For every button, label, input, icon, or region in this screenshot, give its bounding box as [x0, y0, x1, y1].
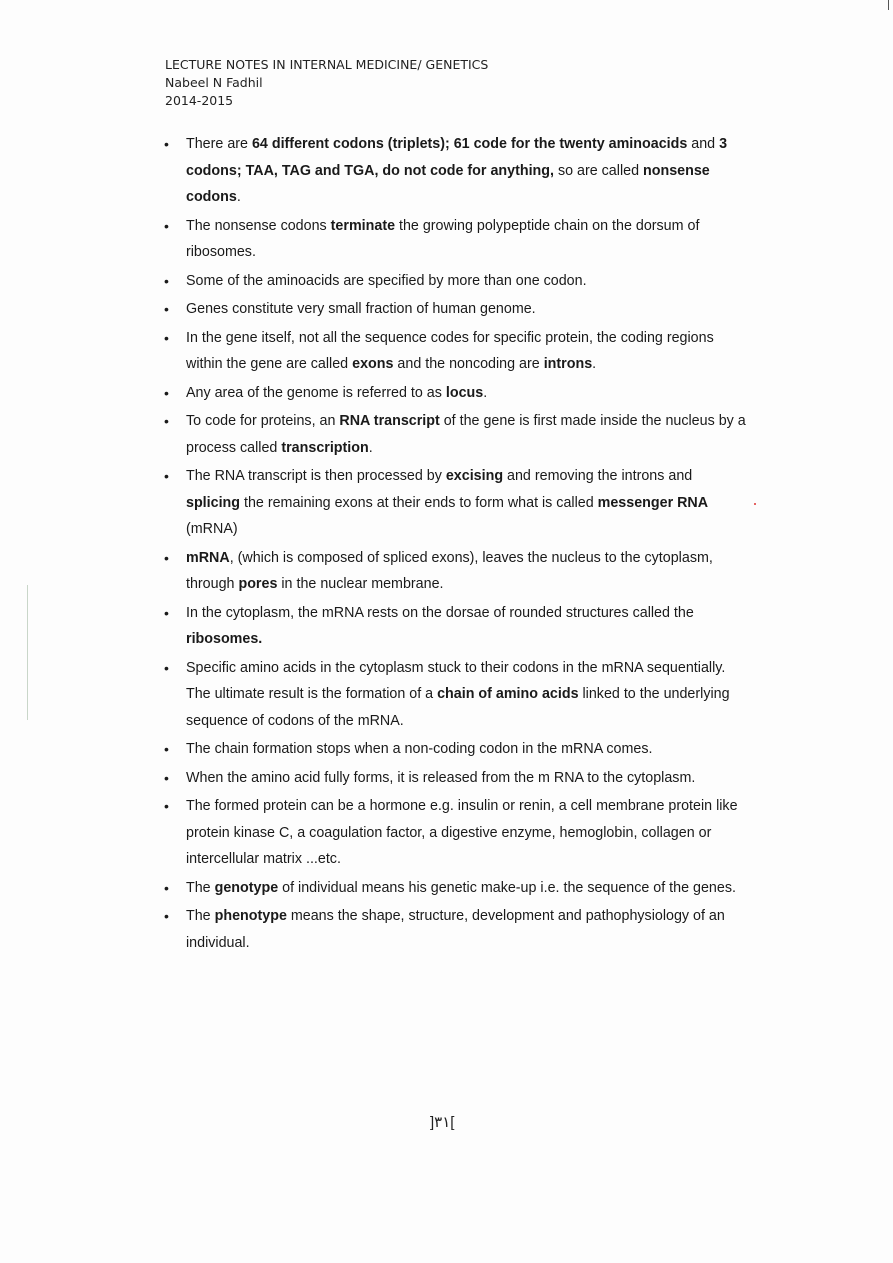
text-run: the growing polypeptide chain on the dorsum of ribosomes. [186, 217, 700, 260]
text-run: Specific amino acids in the cytoplasm stuck to their codons in the mRNA sequentially. The ultimate result is the formation of a [186, 659, 726, 702]
text-run: and the noncoding are [393, 356, 544, 372]
bullet-item [150, 903, 750, 956]
text-run: . [368, 439, 373, 456]
page-number: ]٣١[ [430, 1114, 455, 1131]
text-run: The nonsense codons [186, 217, 331, 234]
text-run: The [186, 908, 215, 924]
bullet-item [150, 655, 750, 735]
bullet-list [150, 131, 750, 958]
bold-text: RNA transcript [339, 413, 440, 429]
text-run: The [186, 879, 215, 896]
text-run: means the shape, structure, development and pathophysiology of an individual. [186, 908, 725, 951]
text-run: Any area of the genome is referred to as [186, 384, 446, 401]
bold-text: splicing [186, 494, 241, 511]
text-run: Genes constitute very small fraction of human genome. [186, 301, 536, 317]
text-run: To code for proteins, an [186, 413, 340, 429]
bold-text: locus [445, 384, 484, 401]
bullet-item [150, 736, 750, 763]
text-run: in the nuclear membrane. [277, 576, 444, 592]
bold-text: transcription [281, 439, 369, 456]
text-run: In the cytoplasm, the mRNA rests on the dorsae of rounded structures called the [186, 604, 694, 621]
text-run: There are [186, 136, 252, 152]
bullet-item [150, 325, 750, 378]
document-header [165, 56, 488, 110]
bullet-item [150, 380, 750, 407]
scan-edge-mark [888, 0, 889, 10]
text-run: the remaining exons at their ends to form what is called [240, 494, 598, 511]
bullet-item [150, 131, 750, 211]
text-run: linked to the underlying sequence of codons of the mRNA. [186, 686, 730, 729]
header-author: Nabeel N Fadhil [165, 75, 263, 90]
bold-text: ribosomes. [186, 631, 263, 647]
bold-text: nonsense codons [186, 162, 710, 205]
text-run: Some of the aminoacids are specified by more than one codon. [186, 272, 587, 289]
text-run: When the amino acid fully forms, it is released from the m RNA to the cytoplasm. [186, 769, 696, 786]
text-run: The chain formation stops when a non-coding codon in the mRNA comes. [186, 741, 653, 757]
text-run: . [592, 356, 597, 372]
text-run: The RNA transcript is then processed by [186, 468, 446, 484]
bold-text: pores [238, 576, 278, 592]
text-run: and [687, 136, 720, 152]
bullet-item [150, 463, 750, 543]
text-run: (mRNA) [186, 521, 238, 537]
text-run: The formed protein can be a hormone e.g. insulin or renin, a cell membrane protein like protein kinase C, a coagulation factor, a digestive enzyme, hemoglobin, collagen or intercellular matrix ...etc. [186, 798, 738, 867]
bold-text: chain of amino acids [437, 686, 579, 702]
scan-artifact-dot [754, 503, 756, 505]
text-run: In the gene itself, not all the sequence codes for specific protein, the coding regions within the gene are called [186, 329, 714, 372]
bullet-item [150, 793, 750, 873]
bold-text: mRNA [186, 549, 230, 566]
bold-text: exons [352, 356, 394, 372]
bullet-item [150, 268, 750, 295]
text-run: of the gene is first made inside the nucleus by a process called [186, 413, 746, 456]
bullet-item [150, 296, 750, 323]
text-run: so are called [553, 162, 643, 179]
bold-text: terminate [330, 217, 396, 234]
bold-text: introns [543, 356, 593, 372]
bullet-item [150, 545, 750, 598]
text-run: . [483, 384, 488, 401]
text-run: and removing the introns and [503, 468, 693, 484]
text-run: . [236, 189, 241, 205]
bold-text: 64 different codons (triplets); 61 code for the twenty aminoacids [251, 136, 688, 152]
bullet-item [150, 408, 750, 461]
bold-text: genotype [214, 879, 279, 896]
header-title: LECTURE NOTES IN INTERNAL MEDICINE/ GENETICS [165, 57, 489, 72]
bullet-item [150, 213, 750, 266]
text-run: of individual means his genetic make-up i.e. the sequence of the genes. [278, 879, 736, 896]
bold-text: messenger RNA [597, 494, 709, 511]
bold-text: excising [445, 468, 504, 484]
bold-text: 3 codons; TAA, TAG and TGA, do not code for anything, [186, 136, 728, 179]
bold-text: phenotype [214, 908, 287, 924]
text-run: , (which is composed of spliced exons), leaves the nucleus to the cytoplasm, through [186, 549, 713, 592]
scan-artifact-line [27, 585, 28, 720]
bullet-item [150, 600, 750, 653]
bullet-item [150, 875, 750, 902]
bullet-item [150, 765, 750, 792]
header-year: 2014-2015 [165, 93, 234, 108]
